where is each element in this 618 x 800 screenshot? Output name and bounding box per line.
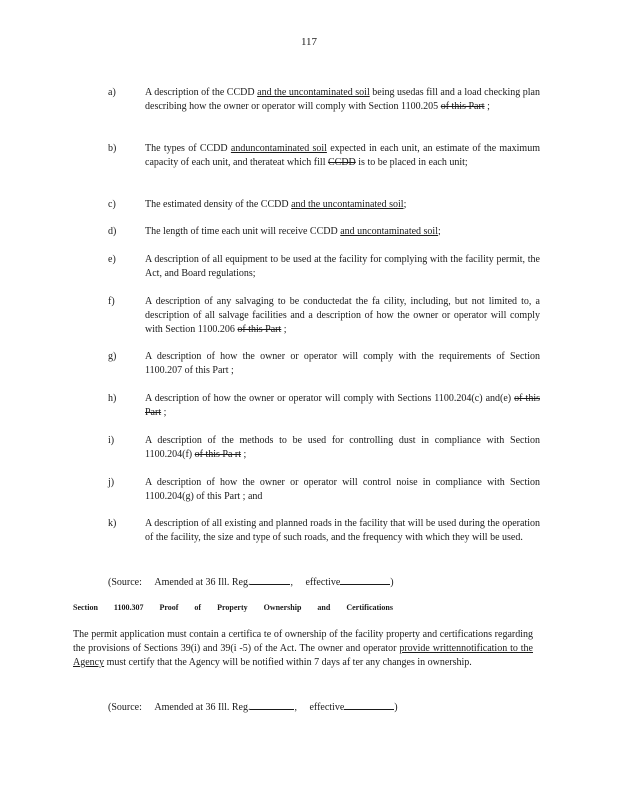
- list-item-h: [108, 392, 540, 420]
- item-text: [145, 517, 540, 545]
- heading-section-word: Section: [73, 603, 98, 612]
- plain-text: ;: [403, 199, 407, 210]
- source-comma: ,: [294, 702, 297, 713]
- plain-text: The types of CCDD: [145, 143, 231, 154]
- section-heading: [73, 603, 407, 612]
- plain-text: is to be placed in each unit;: [355, 157, 468, 168]
- item-text: [145, 392, 540, 420]
- plain-text: expected in each unit, an estimate of the maximum capacity of each unit, and therateat which fill: [145, 143, 540, 168]
- inserted-text: and uncontaminated soil: [340, 226, 438, 237]
- inserted-text: and the uncontaminated soil: [291, 199, 404, 210]
- item-text: [145, 225, 540, 239]
- heading-word: and: [317, 603, 331, 612]
- item-text: [145, 86, 540, 114]
- plain-text: The estimated density of the CCDD: [145, 199, 292, 210]
- plain-text: being usedas fill and a load checking plan describing how the owner or operator will comply with Section 1100.205: [145, 87, 540, 112]
- item-text: [145, 253, 540, 281]
- list-item-a: [108, 86, 540, 114]
- heading-word: Ownership: [263, 603, 302, 612]
- deleted-text: CCDD: [327, 157, 356, 168]
- plain-text: A description of the CCDD: [145, 87, 258, 98]
- item-letter: b): [108, 143, 117, 154]
- heading-word: Proof: [159, 603, 179, 612]
- item-text: [145, 142, 540, 170]
- source-open: (Source:: [108, 702, 142, 713]
- plain-text: A description of all equipment to be used at the facility for complying with the facility permit, the Act, and Board regulations;: [145, 254, 540, 279]
- plain-text: A description of all existing and planned roads in the facility that will be used during the operation of the facility, the size and type of such roads, and the frequency with which they will be used.: [145, 518, 540, 543]
- deleted-text: of this Pa rt: [194, 449, 242, 460]
- item-letter: g): [108, 351, 117, 362]
- source-close: ): [394, 702, 398, 713]
- plain-text: A description of how the owner or operator will control noise in compliance with Section 1100.204(g) of this Part ; and: [145, 477, 540, 502]
- list-item-b: [108, 142, 540, 170]
- section-body: [73, 628, 533, 670]
- plain-text: ;: [161, 407, 167, 418]
- inserted-text: provide writtennotification to the Agency: [73, 643, 533, 668]
- heading-section-number: 1100.307: [113, 603, 144, 612]
- plain-text: must certify that the Agency will be notified within 7 days af ter any changes in ownership.: [104, 657, 472, 668]
- register-blank: [250, 699, 294, 710]
- list-item-d: [108, 225, 540, 239]
- plain-text: ;: [241, 449, 247, 460]
- item-text: [145, 198, 540, 212]
- item-letter: k): [108, 518, 117, 529]
- item-letter: f): [108, 296, 115, 307]
- item-letter: i): [108, 435, 115, 446]
- plain-text: ;: [484, 101, 490, 112]
- list-item-k: [108, 517, 540, 545]
- effective-date-blank: [340, 574, 390, 585]
- plain-text: A description of any salvaging to be conductedat the fa cility, including, but not limited to, a description of all salvage facilities and a description of how the owner or operator will comply with Section 1100.206: [145, 296, 540, 335]
- item-text: [145, 350, 540, 378]
- inserted-text: and the uncontaminated soil: [257, 87, 370, 98]
- item-text: [145, 434, 540, 462]
- list-item-j: [108, 476, 540, 504]
- register-blank: [250, 574, 290, 585]
- plain-text: The permit application must contain a certifica te of ownership of the facility property and certifications regarding the provisions of Sections 39(i) and 39(i -5) of the Act. The owner and operator: [73, 629, 533, 654]
- list-item-g: [108, 350, 540, 378]
- item-letter: h): [108, 393, 117, 404]
- list-item-c: [108, 198, 540, 212]
- plain-text: A description of how the owner or operator will comply with the requirements of Section 1100.207 of this Part ;: [145, 351, 540, 376]
- item-letter: a): [108, 87, 116, 98]
- inserted-text: anduncontaminated soil: [230, 143, 327, 154]
- plain-text: A description of how the owner or operator will comply with Sections 1100.204(c) and(e): [145, 393, 515, 404]
- plain-text: A description of the methods to be used for controlling dust in compliance with Section 1100.204(f): [145, 435, 540, 460]
- source-effective: effective: [309, 702, 345, 713]
- list-item-i: [108, 434, 540, 462]
- item-text: [145, 295, 540, 337]
- page-number: 117: [300, 36, 318, 48]
- source-amended: Amended at 36 Ill. Reg.: [154, 702, 251, 713]
- deleted-text: of this Part: [145, 393, 540, 418]
- source-effective: effective: [305, 577, 341, 588]
- deleted-text: of this Part: [237, 324, 282, 335]
- heading-word: Property: [217, 603, 248, 612]
- item-letter: j): [108, 477, 115, 488]
- source-note: [108, 574, 394, 590]
- plain-text: ;: [281, 324, 287, 335]
- plain-text: ;: [438, 226, 441, 237]
- list-item-e: [108, 253, 540, 281]
- source-comma: ,: [290, 577, 293, 588]
- source-note: [108, 699, 398, 715]
- plain-text: The length of time each unit will receive CCDD: [145, 226, 341, 237]
- heading-word: of: [194, 603, 202, 612]
- deleted-text: of this Part: [440, 101, 485, 112]
- heading-word: Certifications: [346, 603, 393, 612]
- list-item-f: [108, 295, 540, 337]
- source-close: ): [390, 577, 394, 588]
- item-text: [145, 476, 540, 504]
- source-open: (Source:: [108, 577, 142, 588]
- item-letter: c): [108, 199, 116, 210]
- item-letter: d): [108, 226, 117, 237]
- effective-date-blank: [344, 699, 394, 710]
- item-letter: e): [108, 254, 116, 265]
- source-amended: Amended at 36 Ill. Reg.: [154, 577, 251, 588]
